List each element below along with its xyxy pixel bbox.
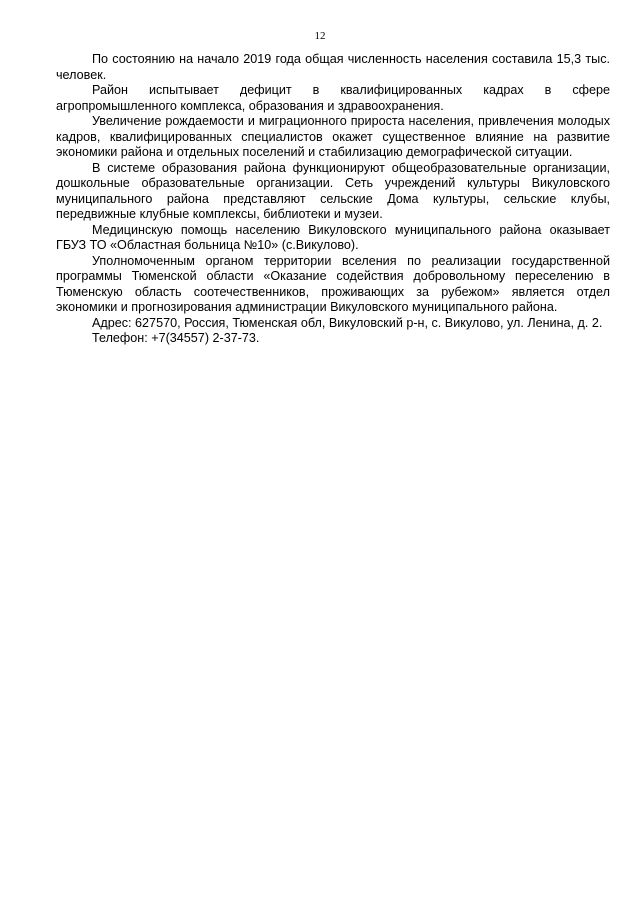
paragraph-phone: Телефон: +7(34557) 2-37-73.	[92, 331, 260, 345]
paragraph-medical: Медицинскую помощь населению Викуловского муниципального района оказывает ГБУЗ ТО «Областная больница №10» (с.Викулово).	[56, 222, 610, 252]
paragraph-education-culture: В системе образования района функционируют общеобразовательные организации, дошкольные образовательные организации. Сеть учреждений культуры Викуловского муниципального района представляют сельские Дома культуры, сельские клубы, передвижные клубные комплексы, библиотеки и музеи.	[56, 160, 610, 221]
paragraph-population: По состоянию на начало 2019 года общая численность населения составила 15,3 тыс. человек.	[56, 52, 610, 82]
page-number: 12	[314, 30, 326, 42]
paragraph-address: Адрес: 627570, Россия, Тюменская обл, Викуловский р-н, с. Викулово, ул. Ленина, д. 2.	[92, 315, 603, 330]
paragraph-authorized-body: Уполномоченным органом территории вселения по реализации государственной программы Тюменской области «Оказание содействия добровольному переселению в Тюменскую область соотечественников, проживающих за рубежом» является отдел экономики и прогнозирования администрации Викуловского муниципального района.	[56, 253, 610, 314]
paragraph-demographics: Увеличение рождаемости и миграционного прироста населения, привлечения молодых кадров, квалифицированных специалистов окажет существенное влияние на развитие экономики района и отдельных поселений и стабилизацию демографической ситуации.	[56, 114, 610, 159]
document-body	[56, 52, 610, 347]
paragraph-staff-deficit: Район испытывает дефицит в квалифицированных кадрах в сфере агропромышленного комплекса, образования и здравоохранения.	[56, 83, 610, 113]
